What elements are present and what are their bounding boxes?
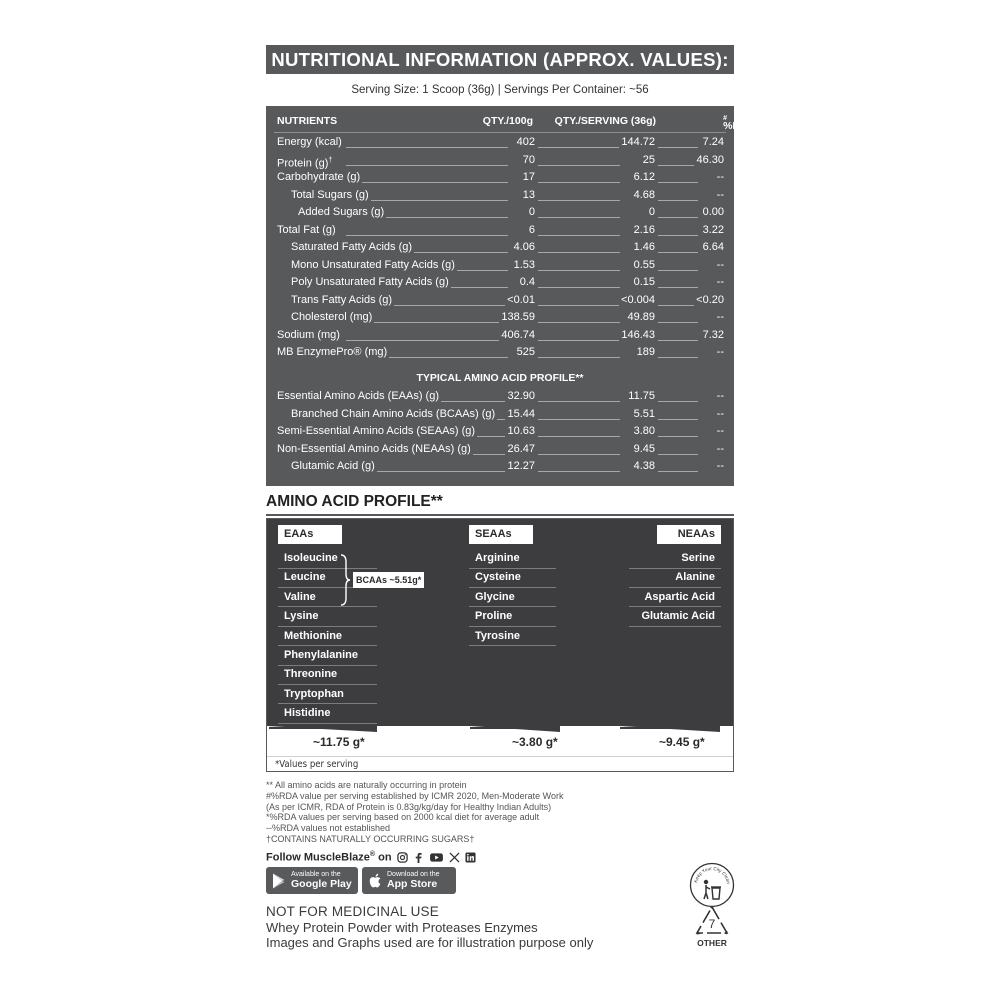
- amino-heading-rule: [266, 514, 734, 516]
- dotted-leader: [658, 340, 698, 341]
- dotted-leader: [658, 235, 698, 236]
- dotted-leader: [538, 182, 620, 183]
- eaa-tag: EAAs: [278, 525, 342, 544]
- qty-100g-value: 4.06: [512, 239, 535, 257]
- qty-serving-value: 0.55: [632, 257, 655, 275]
- nutrient-label: Protein (g)†: [277, 152, 334, 173]
- nutrient-row: [266, 239, 734, 257]
- rda-value: <0.20: [694, 292, 724, 310]
- rda-value: 46.30: [694, 152, 724, 170]
- dotted-leader: [538, 305, 620, 306]
- dotted-leader: [658, 419, 698, 420]
- nutrient-label: Non-Essential Amino Acids (NEAAs) (g): [277, 441, 473, 459]
- svg-text:Keep Your City Clean & Green: Keep Your City Clean: [693, 865, 731, 885]
- nutrient-label: Essential Amino Acids (EAAs) (g): [277, 388, 441, 406]
- rda-value: --: [715, 388, 724, 406]
- nutrient-row: [266, 187, 734, 205]
- neaa-total: ~9.45 g*: [659, 735, 705, 749]
- google-play-icon: [270, 872, 288, 890]
- dotted-leader: [538, 401, 620, 402]
- rda-value: --: [715, 274, 724, 292]
- dotted-leader: [346, 165, 508, 166]
- nutrition-title: NUTRITIONAL INFORMATION (APPROX. VALUES):: [266, 45, 734, 74]
- footnote: --%RDA values not established: [266, 823, 391, 834]
- nutrient-row: [266, 257, 734, 275]
- nutrient-label: Glutamic Acid (g): [291, 458, 377, 476]
- amino-acid-item: Phenylalanine: [278, 646, 377, 666]
- rda-value: --: [715, 309, 724, 327]
- rda-value: --: [715, 423, 724, 441]
- nutrient-label: Poly Unsaturated Fatty Acids (g): [291, 274, 451, 292]
- amino-acid-item: Isoleucine: [278, 549, 377, 569]
- qty-100g-value: 26.47: [505, 441, 535, 459]
- amino-acid-item: Proline: [469, 607, 556, 627]
- rda-value: --: [715, 169, 724, 187]
- dotted-leader: [538, 252, 620, 253]
- amino-acid-item: Valine: [278, 588, 377, 608]
- rda-value: 7.24: [701, 134, 724, 152]
- nutrient-row: [266, 458, 734, 476]
- qty-serving-value: 5.51: [632, 406, 655, 424]
- dotted-leader: [538, 436, 620, 437]
- qty-100g-value: 15.44: [505, 406, 535, 424]
- dotted-leader: [538, 235, 620, 236]
- nutrient-row: [266, 441, 734, 459]
- qty-100g-value: 17: [521, 169, 535, 187]
- amino-acid-item: Cysteine: [469, 568, 556, 588]
- neaa-tag: NEAAs: [657, 525, 721, 544]
- amino-acid-item: Arginine: [469, 549, 556, 569]
- qty-100g-value: 70: [521, 152, 535, 170]
- footnote: ** All amino acids are naturally occurring in protein: [266, 780, 467, 790]
- disclaimer-line: NOT FOR MEDICINAL USE: [266, 904, 439, 919]
- qty-100g-value: 525: [515, 344, 535, 362]
- nutrient-label: Total Fat (g): [277, 222, 338, 240]
- dotted-leader: [538, 419, 620, 420]
- rda-value: 0.00: [701, 204, 724, 222]
- recycle-label: OTHER: [697, 938, 727, 948]
- dotted-leader: [658, 200, 698, 201]
- qty-100g-value: <0.01: [505, 292, 535, 310]
- nutrient-label: Trans Fatty Acids (g): [291, 292, 394, 310]
- qty-100g-value: 10.63: [505, 423, 535, 441]
- x-icon[interactable]: [449, 852, 460, 863]
- nutrient-row: [266, 152, 734, 170]
- disclaimer: [266, 904, 686, 950]
- dotted-leader: [538, 200, 620, 201]
- dotted-leader: [658, 147, 698, 148]
- dotted-leader: [538, 322, 620, 323]
- follow-label: Follow MuscleBlaze® on: [266, 850, 392, 864]
- header-qty-100g: QTY./100g: [482, 115, 533, 127]
- rda-value: 6.64: [701, 239, 724, 257]
- qty-serving-value: 2.16: [632, 222, 655, 240]
- qty-100g-value: 406.74: [499, 327, 535, 345]
- amino-acid-item: Glycine: [469, 588, 556, 608]
- rda-value: --: [715, 458, 724, 476]
- nutrient-row: [266, 134, 734, 152]
- footnotes: [266, 780, 626, 845]
- keep-city-clean-logo: [689, 862, 735, 908]
- svg-text:7: 7: [708, 917, 716, 931]
- dotted-leader: [538, 454, 620, 455]
- dotted-leader: [658, 436, 698, 437]
- nutrient-row: [266, 292, 734, 310]
- rda-value: --: [715, 187, 724, 205]
- disclaimer-line: Whey Protein Powder with Proteases Enzymes: [266, 920, 538, 935]
- rda-value: 7.32: [701, 327, 724, 345]
- dotted-leader: [538, 357, 620, 358]
- dotted-leader: [346, 182, 508, 183]
- dotted-leader: [538, 287, 620, 288]
- per-serving-note: *Values per serving: [267, 756, 733, 771]
- nutrient-label: Semi-Essential Amino Acids (SEAAs) (g): [277, 423, 477, 441]
- rda-value: 3.22: [701, 222, 724, 240]
- recycle-7-icon: [692, 904, 732, 938]
- dotted-leader: [658, 270, 698, 271]
- footnote: *%RDA values per serving based on 2000 kcal diet for average adult: [266, 812, 540, 823]
- qty-serving-value: 144.72: [619, 134, 655, 152]
- footnote: †CONTAINS NATURALLY OCCURRING SUGARS†: [266, 833, 475, 844]
- nutrient-label: Energy (kcal): [277, 134, 344, 152]
- nutrient-label: Sodium (mg): [277, 327, 342, 345]
- amino-acid-item: Serine: [629, 549, 721, 569]
- nutrient-row: [266, 388, 734, 406]
- dotted-leader: [658, 165, 698, 166]
- rda-value: --: [715, 257, 724, 275]
- table-header: [266, 110, 756, 132]
- nutrient-label: Branched Chain Amino Acids (BCAAs) (g): [291, 406, 497, 424]
- nutrient-label: Cholesterol (mg): [291, 309, 374, 327]
- seaa-tag: SEAAs: [469, 525, 533, 544]
- nutrient-label: Mono Unsaturated Fatty Acids (g): [291, 257, 457, 275]
- google-play-button[interactable]: [266, 867, 358, 894]
- amino-profile-panel: [267, 519, 733, 726]
- qty-serving-value: 1.46: [632, 239, 655, 257]
- nutrient-row: [266, 406, 734, 424]
- facebook-icon[interactable]: [413, 852, 424, 863]
- header-qty-serving: QTY./SERVING (36g): [554, 115, 656, 127]
- amino-profile-box: [266, 518, 734, 772]
- dotted-leader: [538, 340, 620, 341]
- rda-value: --: [715, 344, 724, 362]
- qty-serving-value: <0.004: [619, 292, 655, 310]
- nutrient-row: [266, 327, 734, 345]
- amino-subtitle: TYPICAL AMINO ACID PROFILE**: [416, 372, 584, 384]
- dotted-leader: [658, 322, 698, 323]
- dotted-leader: [658, 252, 698, 253]
- amino-acid-item: Glutamic Acid: [629, 607, 721, 627]
- qty-100g-value: 0.4: [518, 274, 535, 292]
- dotted-leader: [538, 471, 620, 472]
- qty-serving-value: 4.38: [632, 458, 655, 476]
- qty-100g-value: 32.90: [505, 388, 535, 406]
- app-store-text: Download on the App Store: [387, 871, 440, 890]
- qty-100g-value: 12.27: [505, 458, 535, 476]
- amino-acid-item: Lysine: [278, 607, 377, 627]
- nutrient-row: [266, 222, 734, 240]
- serving-info: Serving Size: 1 Scoop (36g) | Servings Per Container: ~56: [351, 84, 649, 96]
- nutrient-row: [266, 344, 734, 362]
- amino-acid-item: Leucine: [278, 568, 377, 588]
- nutrition-table: [266, 106, 756, 486]
- google-play-text: Available on the Google Play: [291, 871, 352, 890]
- dotted-leader: [658, 471, 698, 472]
- nutrient-label: Total Sugars (g): [291, 187, 371, 205]
- footnote: #%RDA value per serving established by ICMR 2020, Men-Moderate Work: [266, 790, 564, 801]
- qty-100g-value: 13: [521, 187, 535, 205]
- dotted-leader: [538, 217, 620, 218]
- qty-serving-value: 4.68: [632, 187, 655, 205]
- youtube-icon[interactable]: [429, 852, 444, 863]
- qty-100g-value: 6: [527, 222, 535, 240]
- qty-100g-value: 0: [527, 204, 535, 222]
- qty-serving-value: 0.15: [632, 274, 655, 292]
- amino-acid-item: Threonine: [278, 665, 377, 685]
- dotted-leader: [346, 235, 508, 236]
- dotted-leader: [658, 401, 698, 402]
- nutrient-row: [266, 423, 734, 441]
- nutrient-label: Saturated Fatty Acids (g): [291, 239, 414, 257]
- dotted-leader: [346, 147, 508, 148]
- instagram-icon[interactable]: [397, 852, 408, 863]
- dotted-leader: [658, 217, 698, 218]
- qty-serving-value: 25: [641, 152, 655, 170]
- follow-row: [266, 850, 476, 864]
- qty-serving-value: 146.43: [619, 327, 655, 345]
- nutrient-row: [266, 274, 734, 292]
- qty-serving-value: 3.80: [632, 423, 655, 441]
- dotted-leader: [658, 305, 698, 306]
- nutrient-label: Carbohydrate (g): [277, 169, 362, 187]
- amino-acid-item: Alanine: [629, 568, 721, 588]
- seaa-total: ~3.80 g*: [512, 735, 558, 749]
- dotted-leader: [658, 287, 698, 288]
- linkedin-icon[interactable]: [465, 852, 476, 863]
- eaa-total: ~11.75 g*: [313, 735, 365, 749]
- dotted-leader: [658, 357, 698, 358]
- nutrient-row: [266, 309, 734, 327]
- dotted-leader: [538, 147, 620, 148]
- nutrient-label: MB EnzymePro® (mg): [277, 344, 389, 362]
- qty-serving-value: 189: [635, 344, 655, 362]
- header-nutrients: NUTRIENTS: [277, 115, 338, 127]
- qty-100g-value: 138.59: [499, 309, 535, 327]
- amino-acid-item: Histidine: [278, 704, 377, 724]
- disclaimer-line: Images and Graphs used are for illustration purpose only: [266, 935, 594, 950]
- qty-serving-value: 6.12: [632, 169, 655, 187]
- bcaa-tag: BCAAs ~5.51g*: [353, 572, 424, 588]
- amino-acid-item: Methionine: [278, 627, 377, 647]
- qty-100g-value: 402: [515, 134, 535, 152]
- dotted-leader: [346, 340, 508, 341]
- amino-acid-item: Aspartic Acid: [629, 588, 721, 608]
- rda-value: --: [715, 441, 724, 459]
- amino-totals: [267, 726, 733, 757]
- dotted-leader: [658, 454, 698, 455]
- amino-profile-heading: AMINO ACID PROFILE**: [266, 493, 443, 510]
- qty-100g-value: 1.53: [512, 257, 535, 275]
- bcaa-brace-icon: [340, 554, 350, 606]
- amino-acid-item: Tyrosine: [469, 627, 556, 647]
- qty-serving-value: 9.45: [632, 441, 655, 459]
- amino-acid-item: Tryptophan: [278, 685, 377, 705]
- qty-serving-value: 49.89: [625, 309, 655, 327]
- nutrient-label: Added Sugars (g): [298, 204, 386, 222]
- nutrient-row: [266, 169, 734, 187]
- apple-icon: [366, 872, 384, 890]
- app-store-button[interactable]: [362, 867, 456, 894]
- qty-serving-value: 0: [647, 204, 655, 222]
- footnote: (As per ICMR, RDA of Protein is 0.83g/kg/day for Healthy Indian Adults): [266, 801, 552, 812]
- rda-value: --: [715, 406, 724, 424]
- qty-serving-value: 11.75: [626, 388, 655, 406]
- dotted-leader: [538, 165, 620, 166]
- header-rda: %RDA #: [723, 115, 756, 132]
- dotted-leader: [658, 182, 698, 183]
- dotted-leader: [538, 270, 620, 271]
- nutrient-row: [266, 204, 734, 222]
- header-divider: [274, 132, 726, 133]
